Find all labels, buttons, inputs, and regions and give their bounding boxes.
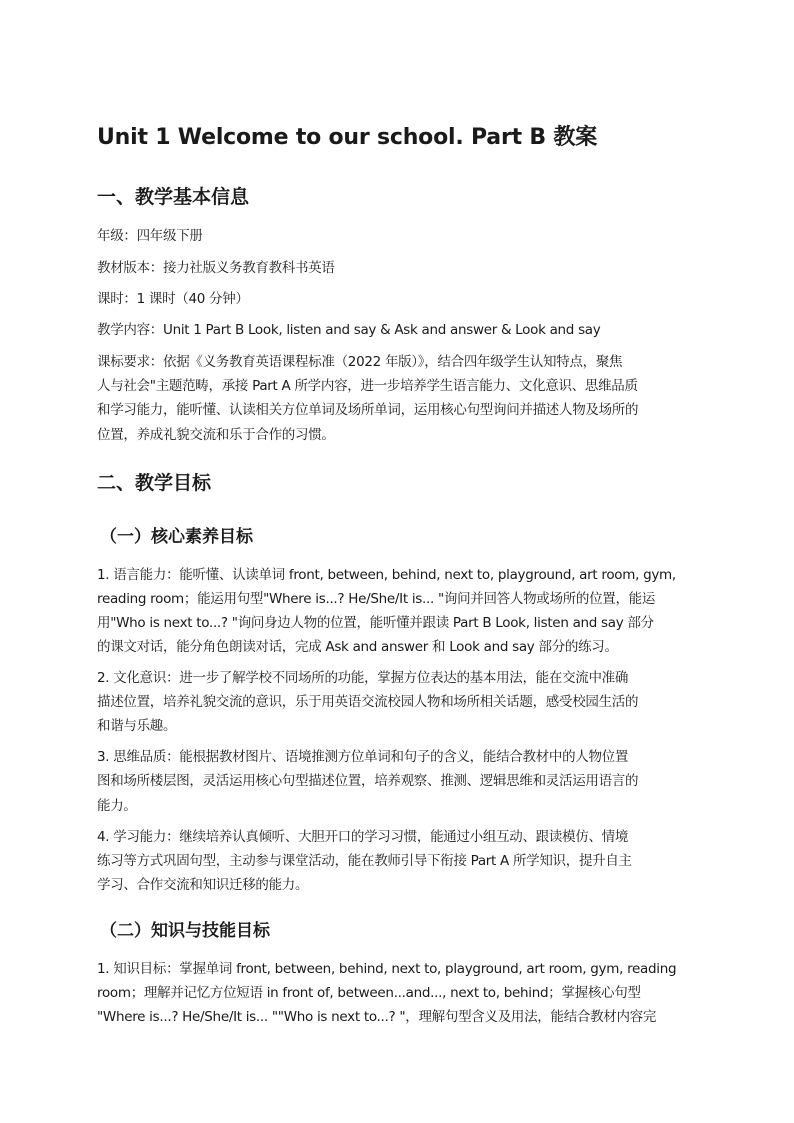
goal-item-line: 3. 思维品质：能根据教材图片、语境推测方位单词和句子的含义，能结合教材中的人物位置: [97, 749, 629, 765]
subsection2-heading: （二）知识与技能目标: [100, 921, 270, 941]
knowledge-item-line: 1. 知识目标：掌握单词 front, between, behind, next to, playground, art room, gym, reading: [97, 961, 677, 977]
section2-heading: 二、教学目标: [97, 472, 212, 494]
edition-line: 教材版本：接力社版义务教育教科书英语: [97, 260, 335, 276]
period-line: 课时：1 课时（40 分钟）: [97, 291, 249, 307]
goal-item-line: 能力。: [97, 798, 137, 814]
document-title: Unit 1 Welcome to our school. Part B 教案: [97, 125, 598, 150]
content-line: 教学内容：Unit 1 Part B Look, listen and say & Ask and answer & Look and say: [97, 322, 601, 338]
section1-heading: 一、教学基本信息: [97, 186, 250, 208]
goal-item-line: 练习等方式巩固句型，主动参与课堂活动，能在教师引导下衔接 Part A 所学知识，提升自主: [97, 853, 632, 869]
goal-item-line: 的课文对话，能分角色朗读对话，完成 Ask and answer 和 Look and say 部分的练习。: [97, 639, 618, 655]
subsection1-heading: （一）核心素养目标: [100, 527, 253, 547]
knowledge-item-line: room；理解并记忆方位短语 in front of, between...and..., next to, behind；掌握核心句型: [97, 985, 641, 1001]
standard-line: 人与社会"主题范畴，承接 Part A 所学内容，进一步培养学生语言能力、文化意识、思维品质: [97, 378, 638, 394]
knowledge-item-line: "Where is...? He/She/It is... ""Who is next to...? "，理解句型含义及用法，能结合教材内容完: [97, 1009, 657, 1025]
standard-line: 课标要求：依据《义务教育英语课程标准（2022 年版）》，结合四年级学生认知特点，聚焦: [97, 354, 623, 370]
goal-item-line: 4. 学习能力：继续培养认真倾听、大胆开口的学习习惯，能通过小组互动、跟读模仿、情境: [97, 829, 629, 845]
goal-item-line: reading room；能运用句型"Where is...? He/She/It is... "询问并回答人物或场所的位置，能运: [97, 591, 656, 607]
grade-line: 年级：四年级下册: [97, 228, 203, 244]
goal-item-line: 学习、合作交流和知识迁移的能力。: [97, 877, 309, 893]
standard-line: 和学习能力，能听懂、认读相关方位单词及场所单词，运用核心句型询问并描述人物及场所的: [97, 402, 639, 418]
goal-item-line: 和谐与乐趣。: [97, 718, 177, 734]
goal-item-line: 2. 文化意识：进一步了解学校不同场所的功能，掌握方位表达的基本用法，能在交流中准确: [97, 670, 629, 686]
goal-item-line: 1. 语言能力：能听懂、认读单词 front, between, behind, next to, playground, art room, gym,: [97, 567, 676, 583]
goal-item-line: 用"Who is next to...? "询问身边人物的位置，能听懂并跟读 Part B Look, listen and say 部分: [97, 615, 654, 631]
standard-line: 位置，养成礼貌交流和乐于合作的习惯。: [97, 427, 335, 443]
goal-item-line: 图和场所楼层图，灵活运用核心句型描述位置，培养观察、推测、逻辑思维和灵活运用语言的: [97, 773, 639, 789]
goal-item-line: 描述位置，培养礼貌交流的意识，乐于用英语交流校园人物和场所相关话题，感受校园生活的: [97, 694, 639, 710]
